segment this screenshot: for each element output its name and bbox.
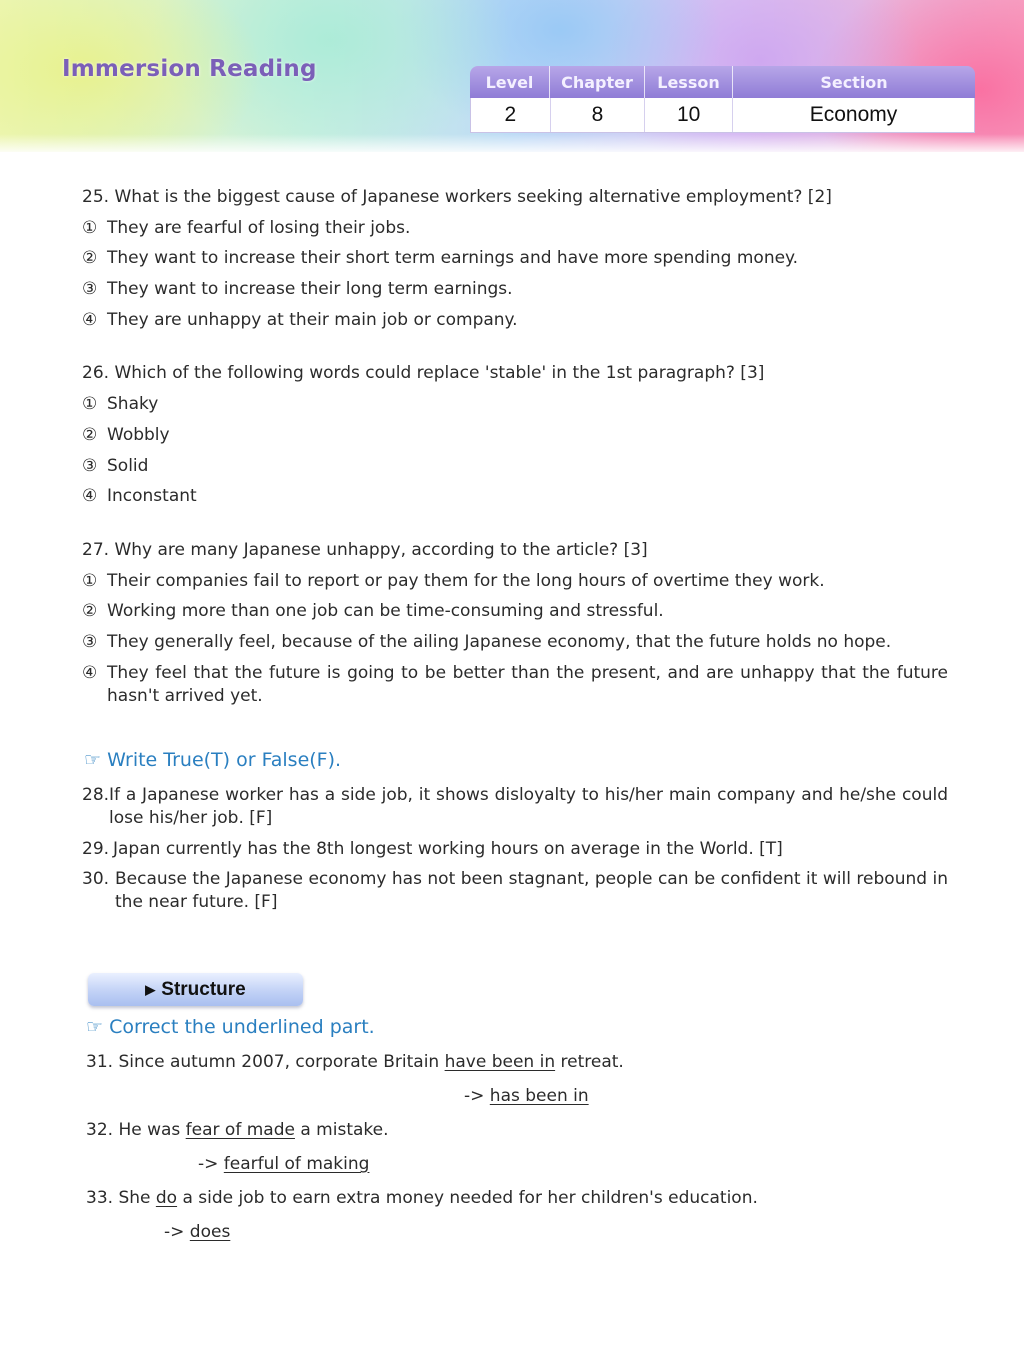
option-marker: ① — [82, 394, 98, 415]
option-marker: ① — [82, 570, 98, 591]
option-text: Solid — [107, 455, 149, 476]
option-text: Shaky — [107, 394, 159, 415]
option-marker: ③ — [82, 631, 98, 652]
option-text: Their companies fail to report or pay them for the long hours of overtime they work. — [107, 570, 825, 591]
section-header: Section — [820, 72, 888, 92]
play-triangle-icon: ▶ — [145, 981, 156, 997]
answer-option — [82, 631, 948, 654]
correction-sentence — [86, 1187, 952, 1210]
answer-option — [82, 485, 948, 508]
true-false-item — [82, 838, 948, 861]
option-text: Inconstant — [107, 486, 197, 507]
option-text: They want to increase their short term earnings and have more spending money. — [107, 248, 799, 269]
corrected-part: fearful of making — [223, 1154, 370, 1174]
item-number: 29. — [82, 838, 110, 859]
option-marker: ① — [82, 217, 98, 238]
item-text: If a Japanese worker has a side job, it shows disloyalty to his/her main company and he/she could lose his/her job. [F] — [109, 785, 948, 828]
answer-option — [82, 247, 948, 270]
sentence-text: 31. Since autumn 2007, corporate Britain — [86, 1052, 445, 1072]
option-marker: ④ — [82, 662, 98, 683]
arrow-text: -> — [198, 1154, 224, 1174]
question-stem: 26. Which of the following words could replace 'stable' in the 1st paragraph? [3] — [82, 363, 765, 384]
true-false-item — [82, 784, 948, 830]
sentence-text: 32. He was — [86, 1120, 186, 1140]
option-marker: ② — [82, 248, 98, 269]
worksheet-content — [82, 186, 948, 715]
answer-option — [82, 600, 948, 623]
chapter-value: 8 — [551, 98, 646, 132]
sentence-text: retreat. — [555, 1052, 624, 1072]
chapter-header: Chapter — [550, 66, 645, 98]
answer-option — [82, 278, 948, 301]
answer-option — [82, 570, 948, 593]
arrow-text: -> — [464, 1086, 490, 1106]
option-text: They want to increase their long term earnings. — [107, 279, 513, 300]
answer-option — [82, 424, 948, 447]
header-banner — [0, 0, 1024, 152]
answer-option — [82, 309, 948, 332]
true-false-item — [82, 868, 948, 914]
option-marker: ④ — [82, 486, 98, 507]
structure-instruction: ☞ Correct the underlined part. — [86, 1016, 375, 1038]
option-text: Wobbly — [107, 424, 170, 445]
sentence-text: a side job to earn extra money needed for her children's education. — [177, 1188, 758, 1208]
correction-answer — [86, 1085, 952, 1108]
underlined-part: do — [155, 1188, 178, 1208]
level-header: Level — [470, 66, 550, 98]
underlined-part: fear of made — [185, 1120, 295, 1140]
answer-option — [82, 393, 948, 416]
correction-sentence — [86, 1119, 952, 1142]
sentence-text: 33. She — [86, 1188, 156, 1208]
option-marker: ④ — [82, 309, 98, 330]
lesson-header: Lesson — [645, 66, 733, 98]
item-number: 28. — [82, 785, 110, 805]
true-false-instruction: ☞ Write True(T) or False(F). — [84, 749, 342, 771]
option-text: They feel that the future is going to be better than the present, and are unhappy that the future hasn't arrived yet. — [107, 662, 948, 706]
correction-answer — [86, 1221, 952, 1244]
lesson-value: 10 — [645, 98, 733, 132]
option-marker: ② — [82, 424, 98, 445]
sentence-text: a mistake. — [294, 1120, 389, 1140]
question-stem: 25. What is the biggest cause of Japanese workers seeking alternative employment? [2] — [82, 187, 832, 207]
arrow-text: -> — [164, 1222, 190, 1242]
lesson-info-values — [470, 98, 975, 133]
section-value: Economy — [809, 103, 898, 126]
option-marker: ② — [82, 601, 98, 622]
brand-title: Immersion Reading — [62, 56, 317, 82]
item-number: 30. — [82, 869, 110, 890]
underlined-part: have been in — [444, 1052, 556, 1072]
structure-section — [86, 1015, 952, 1252]
lesson-info-table — [470, 66, 975, 134]
option-text: They are unhappy at their main job or company. — [107, 309, 518, 330]
item-text: Because the Japanese economy has not been stagnant, people can be confident it will rebound in the near future. [F] — [115, 869, 948, 913]
option-text: They generally feel, because of the ailing Japanese economy, that the future holds no hope. — [107, 631, 892, 652]
corrected-part: does — [189, 1222, 231, 1242]
correction-answer — [86, 1153, 952, 1176]
lesson-info-header — [470, 66, 975, 98]
true-false-section — [82, 748, 948, 922]
option-text: Working more than one job can be time-consuming and stressful. — [107, 601, 664, 622]
question-stem: 27. Why are many Japanese unhappy, according to the article? [3] — [82, 539, 648, 560]
answer-option — [82, 662, 948, 708]
structure-button-label: Structure — [161, 978, 246, 1000]
option-marker: ③ — [82, 455, 98, 476]
correction-sentence — [86, 1051, 952, 1074]
structure-section-button[interactable] — [88, 973, 303, 1006]
option-text: They are fearful of losing their jobs. — [107, 217, 411, 238]
level-value: 2 — [471, 98, 551, 132]
answer-option — [82, 455, 948, 478]
answer-option — [82, 217, 948, 240]
option-marker: ③ — [82, 279, 98, 300]
item-text: Japan currently has the 8th longest working hours on average in the World. [T] — [113, 838, 783, 859]
corrected-part: has been in — [489, 1086, 589, 1106]
